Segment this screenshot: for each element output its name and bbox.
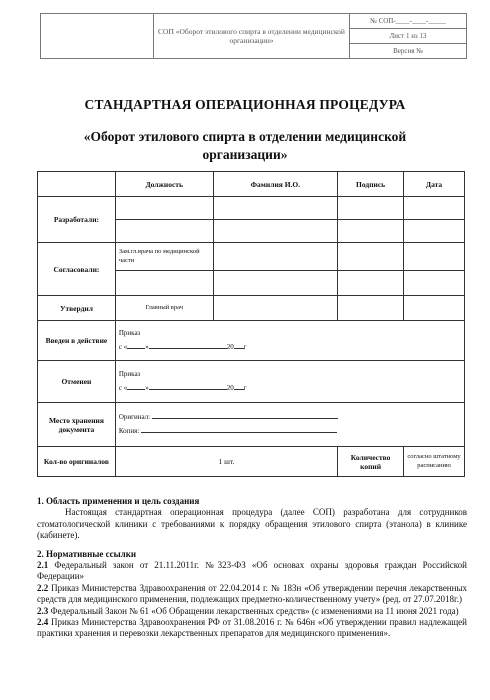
copies-label: Количество копий (338, 447, 404, 477)
table-cell (115, 197, 213, 220)
reference-item: 2.1 Федеральный закон от 21.11.2011г. №323-ФЗ «Об основах охраны здоровья граждан Российской Федерации» (37, 560, 467, 582)
header-empty-cell (38, 172, 116, 197)
header-sop-title: СОП «Оборот этилового спирта в отделении медицинской организации» (154, 14, 350, 58)
introduced-label: Введен в действие (38, 321, 116, 361)
header-logo-cell (41, 14, 154, 58)
table-row (38, 296, 465, 321)
header-date: Дата (404, 172, 465, 197)
header-signature: Подпись (338, 172, 404, 197)
header-meta (350, 14, 466, 58)
table-cell (115, 220, 213, 243)
table-cell (213, 243, 338, 271)
table-cell (404, 296, 465, 321)
table-cell (213, 220, 338, 243)
table-row (38, 447, 465, 477)
table-cell (213, 296, 338, 321)
copies-orig-label: Кол-во оригиналов (38, 447, 116, 477)
agreed-label: Согласовали: (38, 243, 116, 296)
copies-orig-value: 1 шт. (115, 447, 337, 477)
cancelled-order (115, 361, 464, 403)
document-title: СТАНДАРТНАЯ ОПЕРАЦИОННАЯ ПРОЦЕДУРА (84, 97, 406, 112)
order-line: с « » 20 г (118, 383, 247, 392)
table-cell (338, 271, 404, 296)
approval-table (37, 171, 465, 477)
table-row (38, 403, 465, 447)
storage-cell (115, 403, 464, 447)
table-cell (404, 271, 465, 296)
table-cell (404, 220, 465, 243)
table-row (38, 197, 465, 220)
header-sheet: Лист 1 из 13 (350, 29, 466, 44)
header-position: Должность (115, 172, 213, 197)
reference-item: 2.3 Федеральный Закон № 61 «Об Обращении лекарственных средств» (с изменениями на 11 июня 2021 года) (37, 605, 459, 616)
header-version: Версия № (393, 47, 423, 55)
table-cell (338, 243, 404, 271)
reference-item: 2.2 Приказ Министерства Здравоохранения от 22.04.2014 г. № 183н «Об утверждении перечня лекарственных средств для медицинского применения, подлежащих предметно-количественному учету» (ред. от 27.07.2018г.) (37, 582, 467, 605)
copy-line: Копия: (119, 425, 461, 438)
reference-item: 2.4 Приказ Министерства Здравоохранения РФ от 31.08.2016 г. № 646н «Об утверждении правил надлежащей практики хранения и перевозки лекарственных препаратов для медицинского применения». (37, 617, 467, 639)
document-body (37, 496, 467, 640)
table-row (38, 361, 465, 403)
table-cell (115, 271, 213, 296)
table-cell (404, 197, 465, 220)
approved-position: Главный врач (115, 296, 213, 321)
table-header-row (38, 172, 465, 197)
table-cell (404, 243, 465, 271)
header-doc-number: № СОП-____-____-_____ (350, 14, 466, 29)
agreed-position: Зам.гл.врача по медицинской части (115, 243, 213, 271)
header-box (40, 13, 467, 59)
copies-value: согласно штатному расписанию (404, 447, 465, 477)
header-name: Фамилия И.О. (213, 172, 338, 197)
table-row (38, 321, 465, 361)
order-line: с « » 20 г (118, 342, 247, 351)
document-subtitle (0, 128, 490, 164)
developed-label: Разработали: (38, 197, 116, 243)
cancelled-label: Отменен (38, 361, 116, 403)
approved-label: Утвердил (38, 296, 116, 321)
order-word: Приказ (118, 370, 141, 379)
table-cell (213, 271, 338, 296)
subtitle-text: «Оборот этилового спирта в отделении медицинской организации» (83, 129, 407, 162)
table-cell (338, 197, 404, 220)
section-1-text: Настоящая стандартная операционная процедура (далее СОП) разработана для сотрудников стоматологической клиники с требованиями к порядку обращения этилового спирта (этанола) в клинике (кабинете). (37, 507, 467, 541)
table-row (38, 243, 465, 271)
introduced-order (115, 321, 464, 361)
section-2-title: 2. Нормативные ссылки (37, 548, 137, 559)
table-cell (338, 296, 404, 321)
table-cell (338, 220, 404, 243)
order-word: Приказ (118, 329, 141, 338)
section-1-title: 1. Область применения и цель создания (37, 496, 200, 506)
table-cell (213, 197, 338, 220)
original-line: Оригинал: (119, 411, 461, 424)
storage-label: Место хранения документа (38, 403, 116, 447)
